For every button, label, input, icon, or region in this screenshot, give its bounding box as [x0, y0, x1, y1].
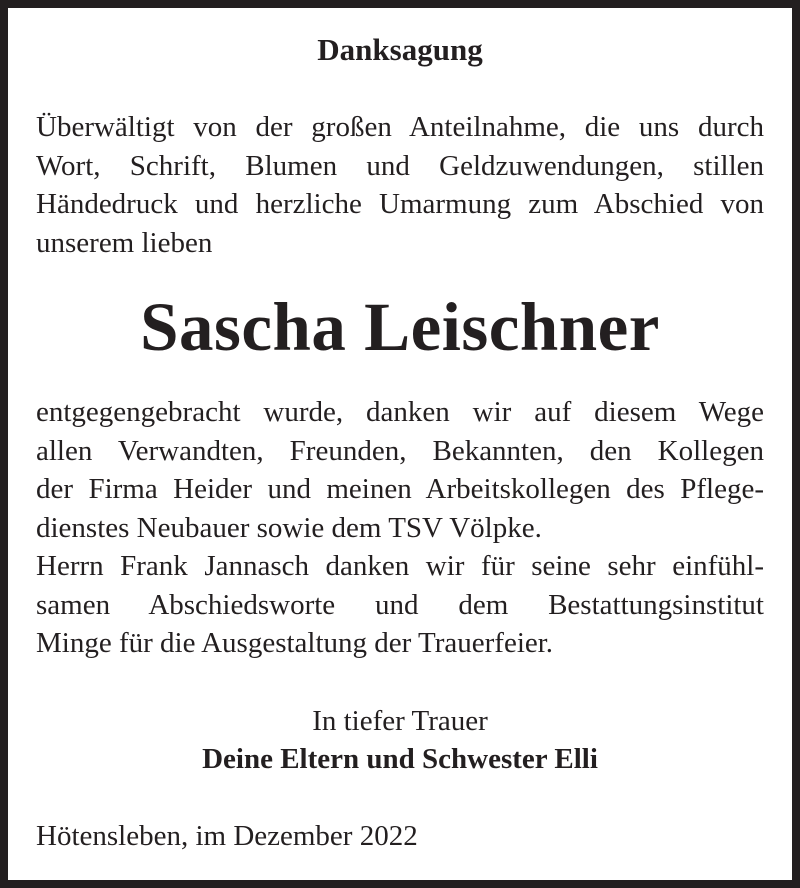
- thanks-line: der Firma Heider und meinen Arbeitskollegen des Pflege-: [36, 473, 764, 505]
- thanks-line: Minge für die Ausgestaltung der Trauerfeier.: [36, 627, 554, 659]
- notice-heading: Danksagung: [317, 32, 483, 67]
- deceased-name: Sascha Leischner: [140, 289, 660, 365]
- intro-line: unserem lieben: [36, 226, 213, 259]
- thanks-line: entgegengebracht wurde, danken wir auf diesem Wege: [36, 396, 764, 428]
- intro-line: Händedruck und herzliche Umarmung zum Abschied von: [36, 188, 764, 220]
- mourning-line: In tiefer Trauer: [312, 705, 488, 737]
- intro-line: Wort, Schrift, Blumen und Geldzuwendungen, stillen: [36, 149, 764, 182]
- intro-line: Überwältigt von der großen Anteilnahme, die uns durch: [36, 111, 764, 143]
- place-date: Hötensleben, im Dezember 2022: [36, 820, 418, 852]
- thanks-line: allen Verwandten, Freunden, Bekannten, den Kollegen: [36, 434, 764, 467]
- thanks-line: Herrn Frank Jannasch danken wir für seine sehr einfühl-: [36, 550, 764, 582]
- thanks-line: samen Abschiedsworte und dem Bestattungsinstitut: [36, 588, 764, 621]
- thanks-paragraph: [36, 393, 764, 663]
- intro-paragraph: [36, 108, 764, 262]
- thanks-line: dienstes Neubauer sowie dem TSV Völpke.: [36, 511, 542, 544]
- signature: Deine Eltern und Schwester Elli: [202, 743, 598, 775]
